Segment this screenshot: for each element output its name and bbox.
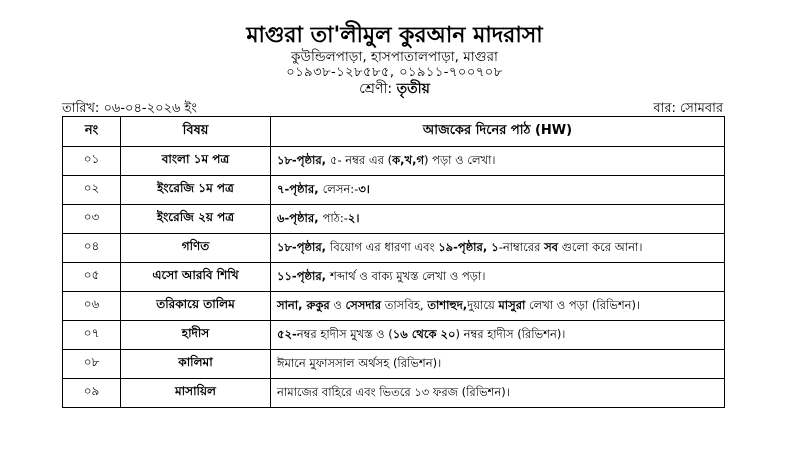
homework-text-bold: ৩। bbox=[358, 181, 370, 196]
homework-text: বিয়োগ এর ধারণা এবং bbox=[330, 239, 439, 254]
homework-text: ঈমানে মুফাসসাল অর্থসহ (রিভিশন)। bbox=[277, 355, 442, 370]
homework-text-bold: সানা, রুকুর bbox=[277, 297, 330, 312]
homework-text-bold: ৫২- bbox=[277, 326, 297, 341]
row-homework bbox=[271, 205, 725, 234]
col-header-subject: বিষয় bbox=[121, 117, 271, 147]
row-subject: এসো আরবি শিখি bbox=[121, 263, 271, 292]
row-number: ০৯ bbox=[63, 379, 121, 408]
row-homework bbox=[271, 234, 725, 263]
homework-text: নামাজের বাহিরে এবং ভিতরে ১৩ ফরজ (রিভিশন)। bbox=[277, 384, 510, 399]
homework-text: ৫- নম্বর এর ( bbox=[330, 152, 393, 167]
row-homework bbox=[271, 147, 725, 176]
madrasa-title: মাগুরা তা'লীমুল কুরআন মাদরাসা bbox=[246, 23, 543, 48]
homework-text: তাসবিহ, bbox=[381, 297, 428, 312]
homework-text-bold: ১৯-পৃষ্ঠার, ১ bbox=[438, 239, 499, 254]
row-subject: মাসায়িল bbox=[121, 379, 271, 408]
row-homework bbox=[271, 350, 725, 379]
homework-text: ও bbox=[329, 297, 346, 312]
homework-text-bold: ১৮-পৃষ্ঠার, bbox=[277, 239, 331, 254]
homework-text: ) নম্বর হাদীস (রিভিশন)। bbox=[455, 326, 566, 341]
homework-text-bold: ১৬ থেকে ২০ bbox=[392, 326, 456, 341]
madrasa-address: কুউন্ডিলপাড়া, হাসপাতালপাড়া, মাগুরা bbox=[291, 49, 498, 65]
homework-text-bold: ২। bbox=[347, 210, 360, 225]
row-homework bbox=[271, 292, 725, 321]
col-header-number: নং bbox=[63, 117, 121, 147]
table-row bbox=[63, 350, 725, 379]
homework-text: লেখা ও পড়া (রিভিশন)। bbox=[525, 297, 641, 312]
table-row bbox=[63, 321, 725, 350]
row-number: ০৩ bbox=[63, 205, 121, 234]
class-line bbox=[0, 80, 789, 98]
homework-text-bold: ৬-পৃষ্ঠার, bbox=[277, 210, 323, 225]
homework-text-bold: ৭-পৃষ্ঠার, bbox=[277, 181, 323, 196]
row-subject: ইংরেজি ২য় পত্র bbox=[121, 205, 271, 234]
phone-numbers: ০১৯৩৮-১২৮৫৮৫, ০১৯১১-৭০০৭০৮ bbox=[286, 65, 503, 80]
homework-table bbox=[62, 116, 725, 408]
table-row bbox=[63, 292, 725, 321]
row-number: ০৮ bbox=[63, 350, 121, 379]
table-row bbox=[63, 205, 725, 234]
homework-text-bold: ১১-পৃষ্ঠার, bbox=[277, 268, 331, 283]
row-number: ০৪ bbox=[63, 234, 121, 263]
homework-text: নম্বর হাদীস মুখস্ত ও ( bbox=[296, 326, 393, 341]
homework-text-bold: সেসদার bbox=[345, 297, 382, 312]
table-row bbox=[63, 234, 725, 263]
row-homework bbox=[271, 263, 725, 292]
row-number: ০৭ bbox=[63, 321, 121, 350]
homework-text: দুয়ায়ে bbox=[467, 297, 499, 312]
row-number: ০১ bbox=[63, 147, 121, 176]
row-homework bbox=[271, 379, 725, 408]
table-row bbox=[63, 263, 725, 292]
class-value: তৃতীয় bbox=[396, 81, 430, 97]
document-header bbox=[0, 22, 789, 98]
homework-text-bold: সব bbox=[544, 239, 559, 254]
date-line: তারিখ: ০৬-০৪-২০২৬ ইং bbox=[62, 101, 197, 116]
row-subject: বাংলা ১ম পত্র bbox=[121, 147, 271, 176]
row-subject: হাদীস bbox=[121, 321, 271, 350]
homework-text-bold: ক,খ,গ bbox=[392, 152, 425, 167]
table-row bbox=[63, 147, 725, 176]
class-label: শ্রেণী: bbox=[359, 81, 393, 97]
row-subject: কালিমা bbox=[121, 350, 271, 379]
row-subject: গণিত bbox=[121, 234, 271, 263]
row-subject: তরিকায়ে তালিম bbox=[121, 292, 271, 321]
col-header-homework: আজকের দিনের পাঠ (HW) bbox=[271, 117, 725, 147]
row-homework bbox=[271, 321, 725, 350]
homework-text: পাঠ:- bbox=[322, 210, 348, 225]
row-subject: ইংরেজি ১ম পত্র bbox=[121, 176, 271, 205]
row-number: ০৫ bbox=[63, 263, 121, 292]
homework-text-bold: মাসুরা bbox=[498, 297, 526, 312]
row-homework bbox=[271, 176, 725, 205]
homework-text-bold: ১৮-পৃষ্ঠার, bbox=[277, 152, 331, 167]
homework-text: -নাম্বারের bbox=[498, 239, 545, 254]
homework-text: গুলো করে আনা। bbox=[558, 239, 643, 254]
table-row bbox=[63, 176, 725, 205]
homework-text-bold: তাশাহুদ, bbox=[427, 297, 468, 312]
homework-text: লেসন:- bbox=[322, 181, 359, 196]
homework-text: ) পড়া ও লেখা। bbox=[424, 152, 496, 167]
table-row bbox=[63, 379, 725, 408]
row-number: ০২ bbox=[63, 176, 121, 205]
table-header-row bbox=[63, 117, 725, 147]
row-number: ০৬ bbox=[63, 292, 121, 321]
day-line: বার: সোমবার bbox=[653, 101, 723, 116]
homework-text: শব্দার্থ ও বাক্য মুখস্ত লেখা ও পড়া। bbox=[330, 268, 486, 283]
